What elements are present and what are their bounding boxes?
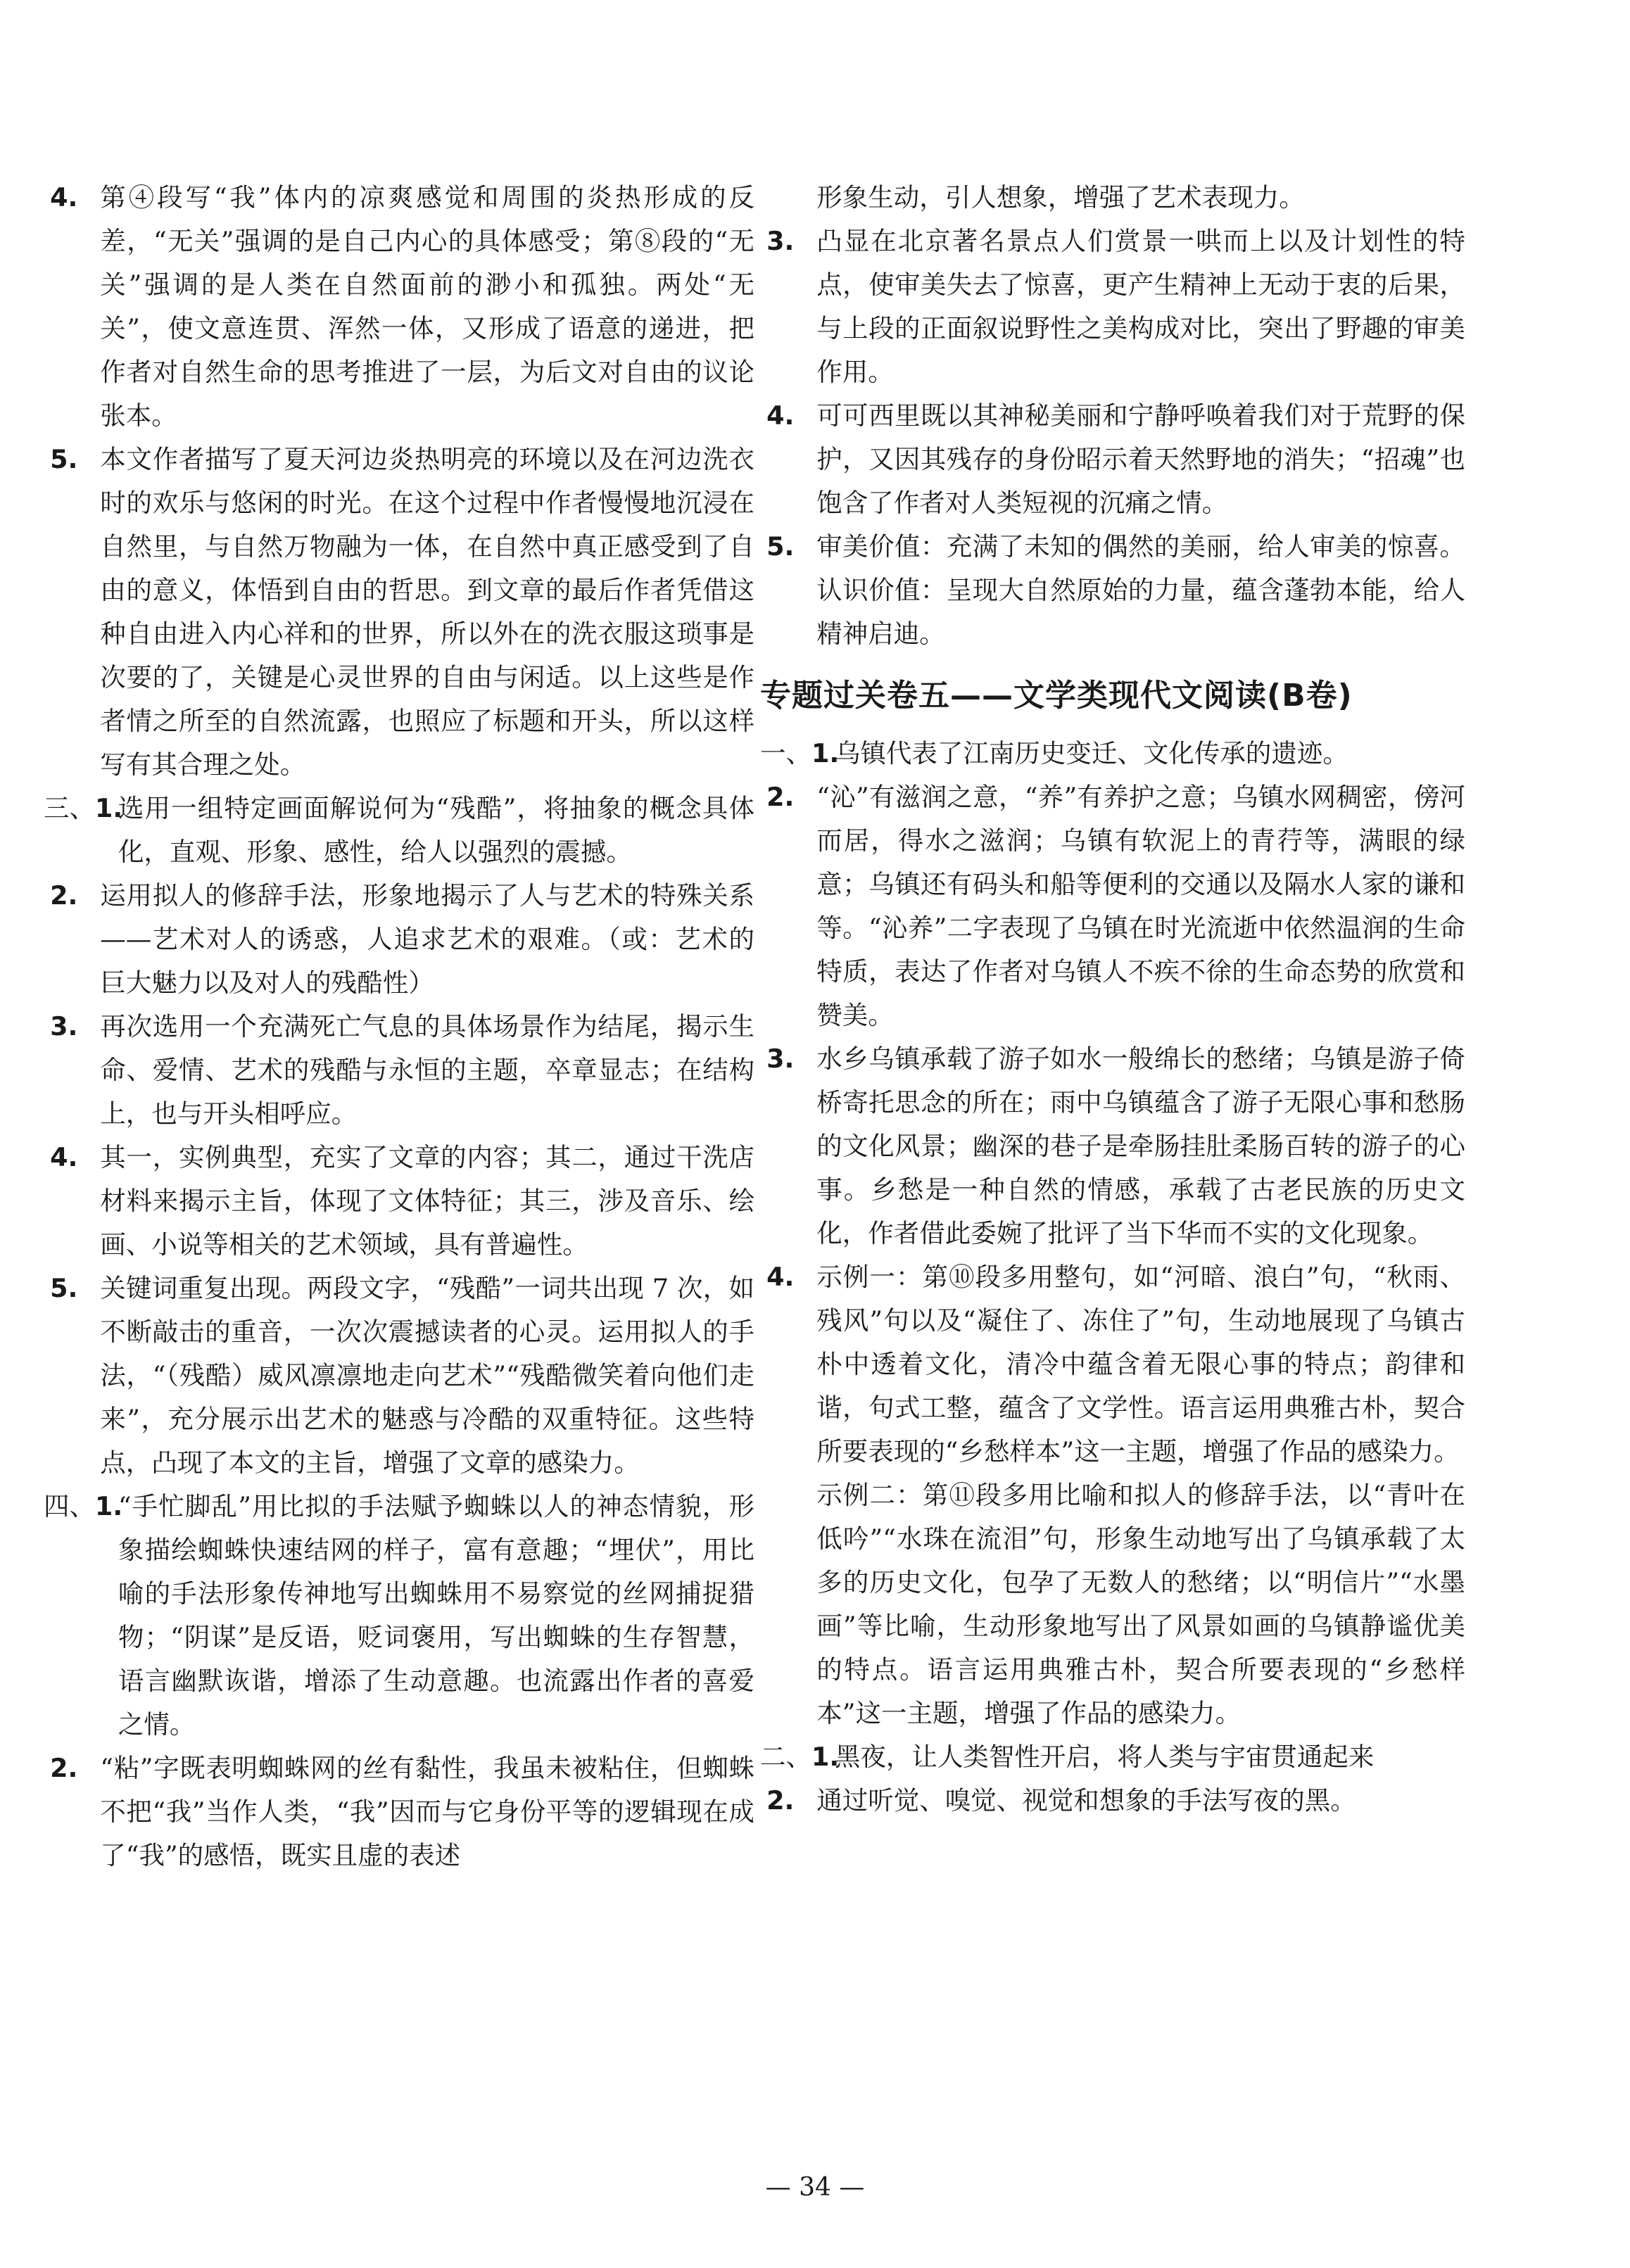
section-number: 二、 <box>760 1742 811 1772</box>
answer-item <box>760 732 1465 775</box>
item-number <box>760 1735 839 1779</box>
section-number: 一、 <box>760 738 811 768</box>
item-text: 本文作者描写了夏天河边炎热明亮的环境以及在河边洗衣时的欢乐与悠闲的时光。在这个过程中作者慢慢地沉浸在自然里，与自然万物融为一体，在自然中真正感受到了自由的意义，体悟到自由的哲思。到文章的最后作者凭借这种自由进入内心祥和的世界，所以外在的洗衣服这琐事是次要的了，关键是心灵世界的自由与闲适。以上这些是作者情之所至的自然流露，也照应了标题和开头，所以这样写有其合理之处。 <box>100 444 754 780</box>
question-number: 1. <box>811 1742 840 1772</box>
item-text: 关键词重复出现。两段文字，“残酷”一词共出现 7 次，如不断敲击的重音，一次次震撼读者的心灵。运用拟人的手法，“（残酷）威风凛凛地走向艺术”“残酷微笑着向他们走来”，充分展示出艺术的魅惑与冷酷的双重特征。这些特点，凸现了本文的主旨，增强了文章的感染力。 <box>100 1273 754 1478</box>
answer-item <box>760 1735 1465 1779</box>
section-number: 四、 <box>44 1491 95 1521</box>
answer-item <box>44 1005 754 1136</box>
answer-item <box>760 525 1465 656</box>
answer-item-continued <box>760 176 1465 220</box>
item-text: “粘”字既表明蜘蛛网的丝有黏性，我虽未被粘住，但蜘蛛不把“我”当作人类，“我”因而与它身份平等的逻辑现在成了“我”的感悟，既实且虚的表述 <box>100 1753 754 1870</box>
item-number: 2. <box>50 1753 78 1783</box>
item-number: 4. <box>50 182 78 213</box>
item-number: 3. <box>766 226 795 256</box>
item-text: 选用一组特定画面解说何为“残酷”，将抽象的概念具体化，直观、形象、感性，给人以强烈的震撼。 <box>118 793 754 867</box>
item-number <box>44 787 122 830</box>
item-text: 运用拟人的修辞手法，形象地揭示了人与艺术的特殊关系——艺术对人的诱惑，人追求艺术的艰难。（或：艺术的巨大魅力以及对人的残酷性） <box>100 880 754 998</box>
answer-item <box>760 394 1465 525</box>
item-number: 4. <box>766 1262 795 1292</box>
item-text: 示例二：第⑪段多用比喻和拟人的修辞手法，以“青叶在低吟”“水珠在流泪”句，形象生动地写出了乌镇承载了太多的历史文化，包孕了无数人的愁绪；以“明信片”“水墨画”等比喻，生动形象地写出了风景如画的乌镇静谧优美的特点。语言运用典雅古朴，契合所要表现的“乡愁样本”这一主题，增强了作品的感染力。 <box>816 1480 1465 1728</box>
answer-item <box>44 438 754 787</box>
answer-item <box>44 1747 754 1877</box>
item-number: 3. <box>766 1044 795 1074</box>
item-number <box>44 1485 122 1528</box>
question-number: 1. <box>811 738 840 768</box>
item-number: 5. <box>766 531 795 562</box>
item-number: 5. <box>50 444 78 474</box>
item-text: 再次选用一个充满死亡气息的具体场景作为结尾，揭示生命、爱情、艺术的残酷与永恒的主题，卒章显志；在结构上，也与开头相呼应。 <box>100 1011 754 1129</box>
answer-item <box>44 176 754 438</box>
item-text: 可可西里既以其神秘美丽和宁静呼唤着我们对于荒野的保护，又因其残存的身份昭示着天然野地的消失；“招魂”也饱含了作者对人类短视的沉痛之情。 <box>816 400 1465 518</box>
answer-item <box>760 1037 1465 1255</box>
answer-item <box>44 787 754 874</box>
item-number: 5. <box>50 1273 78 1303</box>
answer-item <box>760 220 1465 394</box>
answer-item <box>44 1485 754 1747</box>
question-number: 1. <box>95 1491 123 1521</box>
item-number <box>760 732 839 775</box>
question-number: 1. <box>95 793 123 823</box>
item-text: 通过听觉、嗅觉、视觉和想象的手法写夜的黑。 <box>816 1785 1356 1816</box>
item-number: 2. <box>50 880 78 911</box>
item-text: 水乡乌镇承载了游子如水一般绵长的愁绪；乌镇是游子倚桥寄托思念的所在；雨中乌镇蕴含了游子无限心事和愁肠的文化风景；幽深的巷子是牵肠挂肚柔肠百转的游子的心事。乡愁是一种自然的情感，承载了古老民族的历史文化，作者借此委婉了批评了当下华而不实的文化现象。 <box>816 1044 1465 1248</box>
item-number: 2. <box>766 1785 795 1816</box>
page-number: — 34 — <box>765 2173 865 2202</box>
answer-item <box>760 1779 1465 1823</box>
item-text: “手忙脚乱”用比拟的手法赋予蜘蛛以人的神态情貌，形象描绘蜘蛛快速结网的样子，富有意趣；“埋伏”，用比喻的手法形象传神地写出蜘蛛用不易察觉的丝网捕捉猎物；“阴谋”是反语，贬词褒用，写出蜘蛛的生存智慧，语言幽默诙谐，增添了生动意趣。也流露出作者的喜爱之情。 <box>118 1491 754 1740</box>
item-text: 第④段写“我”体内的凉爽感觉和周围的炎热形成的反差，“无关”强调的是自己内心的具体感受；第⑧段的“无关”强调的是人类在自然面前的渺小和孤独。两处“无关”，使文意连贯、浑然一体，又形成了语意的递进，把作者对自然生命的思考推进了一层，为后文对自由的议论张本。 <box>100 182 754 431</box>
right-column <box>760 176 1465 1823</box>
item-number: 4. <box>50 1142 78 1172</box>
item-text: 乌镇代表了江南历史变迁、文化传承的遗迹。 <box>834 738 1348 768</box>
item-text: 形象生动，引人想象，增强了艺术表现力。 <box>816 182 1305 213</box>
answer-item <box>44 874 754 1005</box>
item-text: 凸显在北京著名景点人们赏景一哄而上以及计划性的特点，使审美失去了惊喜，更产生精神上无动于衷的后果，与上段的正面叙说野性之美构成对比，突出了野趣的审美作用。 <box>816 226 1465 387</box>
answer-item <box>44 1267 754 1485</box>
item-text: 黑夜，让人类智性开启，将人类与宇宙贯通起来 <box>834 1742 1375 1772</box>
section-number: 三、 <box>44 793 95 823</box>
left-column <box>44 176 754 1877</box>
item-number: 4. <box>766 400 795 431</box>
answer-item-continued <box>760 1474 1465 1735</box>
answer-item <box>760 1255 1465 1474</box>
answer-item <box>44 1136 754 1267</box>
item-text: “沁”有滋润之意，“养”有养护之意；乌镇水网稠密，傍河而居，得水之滋润；乌镇有软泥上的青荇等，满眼的绿意；乌镇还有码头和船等便利的交通以及隔水人家的谦和等。“沁养”二字表现了乌镇在时光流逝中依然温润的生命特质，表达了作者对乌镇人不疾不徐的生命态势的欣赏和赞美。 <box>816 782 1465 1030</box>
answer-item <box>760 775 1465 1037</box>
item-text: 审美价值：充满了未知的偶然的美丽，给人审美的惊喜。认识价值：呈现大自然原始的力量，蕴含蓬勃本能，给人精神启迪。 <box>816 531 1465 649</box>
item-text: 示例一：第⑩段多用整句，如“河暗、浪白”句，“秋雨、残风”句以及“凝住了、冻住了”句，生动地展现了乌镇古朴中透着文化，清冷中蕴含着无限心事的特点；韵律和谐，句式工整，蕴含了文学性。语言运用典雅古朴，契合所要表现的“乡愁样本”这一主题，增强了作品的感染力。 <box>816 1262 1465 1466</box>
item-number: 2. <box>766 782 795 812</box>
item-number: 3. <box>50 1011 78 1041</box>
item-text: 其一，实例典型，充实了文章的内容；其二，通过干洗店材料来揭示主旨，体现了文体特征；其三，涉及音乐、绘画、小说等相关的艺术领域，具有普遍性。 <box>100 1142 754 1260</box>
section-title: 专题过关卷五——文学类现代文阅读(B卷) <box>760 678 1353 714</box>
